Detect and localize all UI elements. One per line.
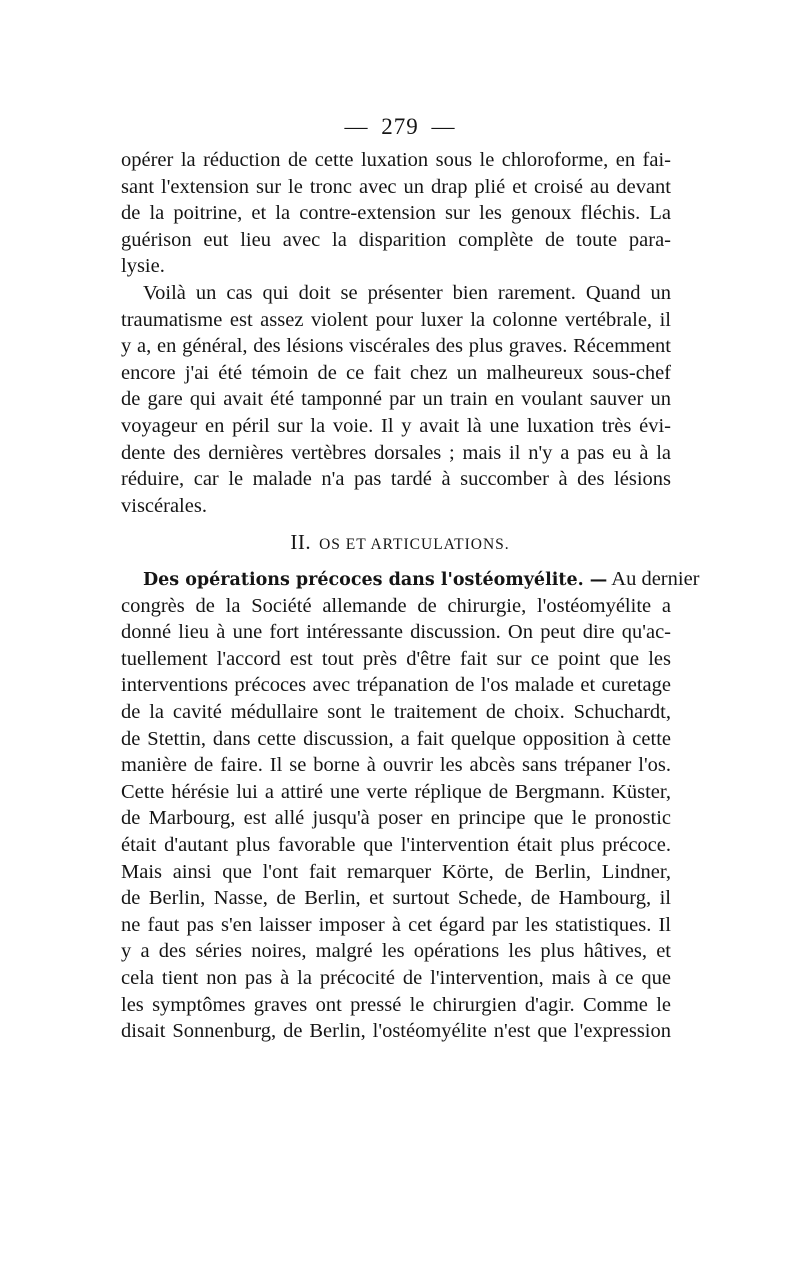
- text-line: de gare qui avait été tamponné par un train en voulant sauver un: [121, 388, 671, 411]
- page-number-value: 279: [381, 114, 419, 139]
- text-line: guérison eut lieu avec la disparition complète de toute para-: [121, 228, 671, 251]
- text-line-rest: Au dernier: [611, 568, 700, 590]
- text-line: était d'autant plus favorable que l'intervention était plus précoce.: [121, 833, 671, 856]
- text-line-lead: [121, 566, 700, 593]
- text-line: sant l'extension sur le tronc avec un drap plié et croisé au devant: [121, 175, 671, 198]
- text-line: viscérales.: [121, 494, 207, 517]
- text-line: de la cavité médullaire sont le traitement de choix. Schuchardt,: [121, 700, 671, 723]
- text-line: Mais ainsi que l'ont fait remarquer Körte, de Berlin, Lindner,: [121, 860, 671, 883]
- text-line: disait Sonnenburg, de Berlin, l'ostéomyélite n'est que l'expression: [121, 1020, 671, 1043]
- text-line: traumatisme est assez violent pour luxer la colonne vertébrale, il: [121, 308, 671, 331]
- text-line: y a, en général, des lésions viscérales des plus graves. Récemment: [121, 335, 671, 358]
- paragraph-1: [121, 147, 671, 280]
- article-lead-title: Des opérations précoces dans l'ostéomyélite. —: [143, 570, 608, 590]
- text-line: de Marbourg, est allé jusqu'à poser en principe que le pronostic: [121, 807, 671, 830]
- text-line: réduire, car le malade n'a pas tardé à succomber à des lésions: [121, 468, 671, 491]
- text-line: cela tient non pas à la précocité de l'intervention, mais à ce que: [121, 966, 671, 989]
- section-title: OS ET ARTICULATIONS.: [319, 536, 510, 553]
- text-line: les symptômes graves ont pressé le chirurgien d'agir. Comme le: [121, 993, 671, 1016]
- text-line: dente des dernières vertèbres dorsales ; mais il n'y a pas eu à la: [121, 441, 671, 464]
- text-line: y a des séries noires, malgré les opérations les plus hâtives, et: [121, 940, 671, 963]
- text-line: tuellement l'accord est tout près d'être fait sur ce point que les: [121, 647, 671, 670]
- text-line: interventions précoces avec trépanation de l'os malade et curetage: [121, 674, 671, 697]
- text-line: voyageur en péril sur la voie. Il y avait là une luxation très évi-: [121, 414, 671, 437]
- text-line: Cette hérésie lui a attiré une verte réplique de Bergmann. Küster,: [121, 780, 671, 803]
- page-number: [0, 114, 800, 140]
- text-line: ne faut pas s'en laisser imposer à cet égard par les statistiques. Il: [121, 913, 671, 936]
- page-number-dash-right: —: [431, 114, 456, 139]
- text-line: Voilà un cas qui doit se présenter bien rarement. Quand un: [143, 282, 671, 304]
- page-number-dash-left: —: [344, 114, 369, 139]
- text-line: encore j'ai été témoin de ce fait chez un malheureux sous-chef: [121, 361, 671, 384]
- text-line: de Stettin, dans cette discussion, a fait quelque opposition à cette: [121, 727, 671, 750]
- text-line: opérer la réduction de cette luxation sous le chloroforme, en fai-: [121, 149, 671, 171]
- section-number: II.: [290, 530, 312, 554]
- text-line: de Berlin, Nasse, de Berlin, et surtout Schede, de Hambourg, il: [121, 887, 671, 910]
- paragraph-3: [121, 566, 700, 1045]
- text-line: lysie.: [121, 255, 165, 278]
- text-line: de la poitrine, et la contre-extension sur les genoux fléchis. La: [121, 202, 671, 225]
- text-line: manière de faire. Il se borne à ouvrir les abcès sans trépaner l'os.: [121, 754, 671, 777]
- paragraph-2: [121, 280, 671, 519]
- text-line: donné lieu à une fort intéressante discussion. On peut dire qu'ac-: [121, 621, 671, 644]
- section-heading: [0, 530, 800, 555]
- text-line: congrès de la Société allemande de chirurgie, l'ostéomyélite a: [121, 594, 671, 617]
